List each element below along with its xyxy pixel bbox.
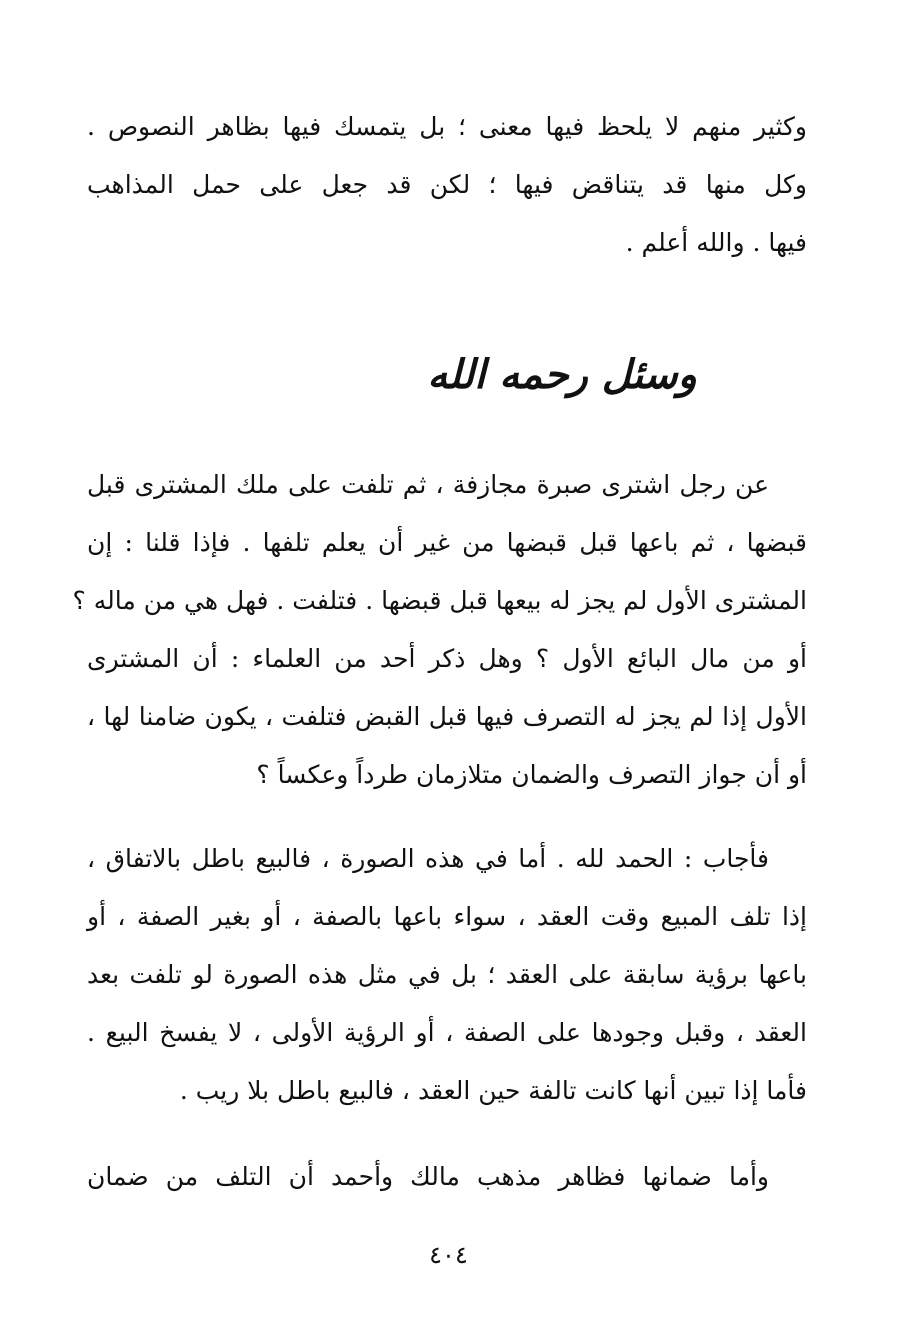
text-line: العقد ، وقبل وجودها على الصفة ، أو الرؤية الأولى ، لا يفسخ البيع . bbox=[87, 1018, 807, 1047]
text-line: وكل منها قد يتناقض فيها ؛ لكن قد جعل على حمل المذاهب bbox=[87, 170, 807, 199]
text-line: إذا تلف المبيع وقت العقد ، سواء باعها بالصفة ، أو بغير الصفة ، أو bbox=[87, 902, 807, 931]
text-line: وكثير منهم لا يلحظ فيها معنى ؛ بل يتمسك فيها بظاهر النصوص . bbox=[87, 112, 807, 141]
paragraph-intro bbox=[87, 98, 807, 272]
paragraph-guarantee bbox=[87, 1148, 807, 1206]
text-line: فأما إذا تبين أنها كانت تالفة حين العقد ، فالبيع باطل بلا ريب . bbox=[179, 1076, 807, 1105]
text-line: قبضها ، ثم باعها قبل قبضها من غير أن يعلم تلفها . فإذا قلنا : إن bbox=[87, 528, 807, 557]
text-line: أو من مال البائع الأول ؟ وهل ذكر أحد من العلماء : أن المشترى bbox=[87, 644, 807, 673]
text-line: أو أن جواز التصرف والضمان متلازمان طرداً وعكساً ؟ bbox=[256, 760, 807, 789]
paragraph-question bbox=[72, 456, 807, 804]
text-line: وأما ضمانها فظاهر مذهب مالك وأحمد أن التلف من ضمان bbox=[87, 1162, 769, 1191]
text-line: فأجاب : الحمد لله . أما في هذه الصورة ، فالبيع باطل بالاتفاق ، bbox=[87, 844, 769, 873]
text-line: المشترى الأول لم يجز له بيعها قبل قبضها . فتلفت . فهل هي من ماله ؟ bbox=[72, 586, 807, 615]
text-line: الأول إذا لم يجز له التصرف فيها قبل القبض فتلفت ، يكون ضامنا لها ، bbox=[87, 702, 807, 731]
text-line: عن رجل اشترى صبرة مجازفة ، ثم تلفت على ملك المشترى قبل bbox=[87, 470, 769, 499]
page-number: ٤٠٤ bbox=[429, 1241, 468, 1269]
paragraph-answer bbox=[87, 830, 807, 1120]
text-line: باعها برؤية سابقة على العقد ؛ بل في مثل هذه الصورة لو تلفت بعد bbox=[87, 960, 807, 989]
text-line: فيها . والله أعلم . bbox=[625, 228, 807, 257]
section-heading: وسئل رحمه الله bbox=[427, 351, 697, 398]
